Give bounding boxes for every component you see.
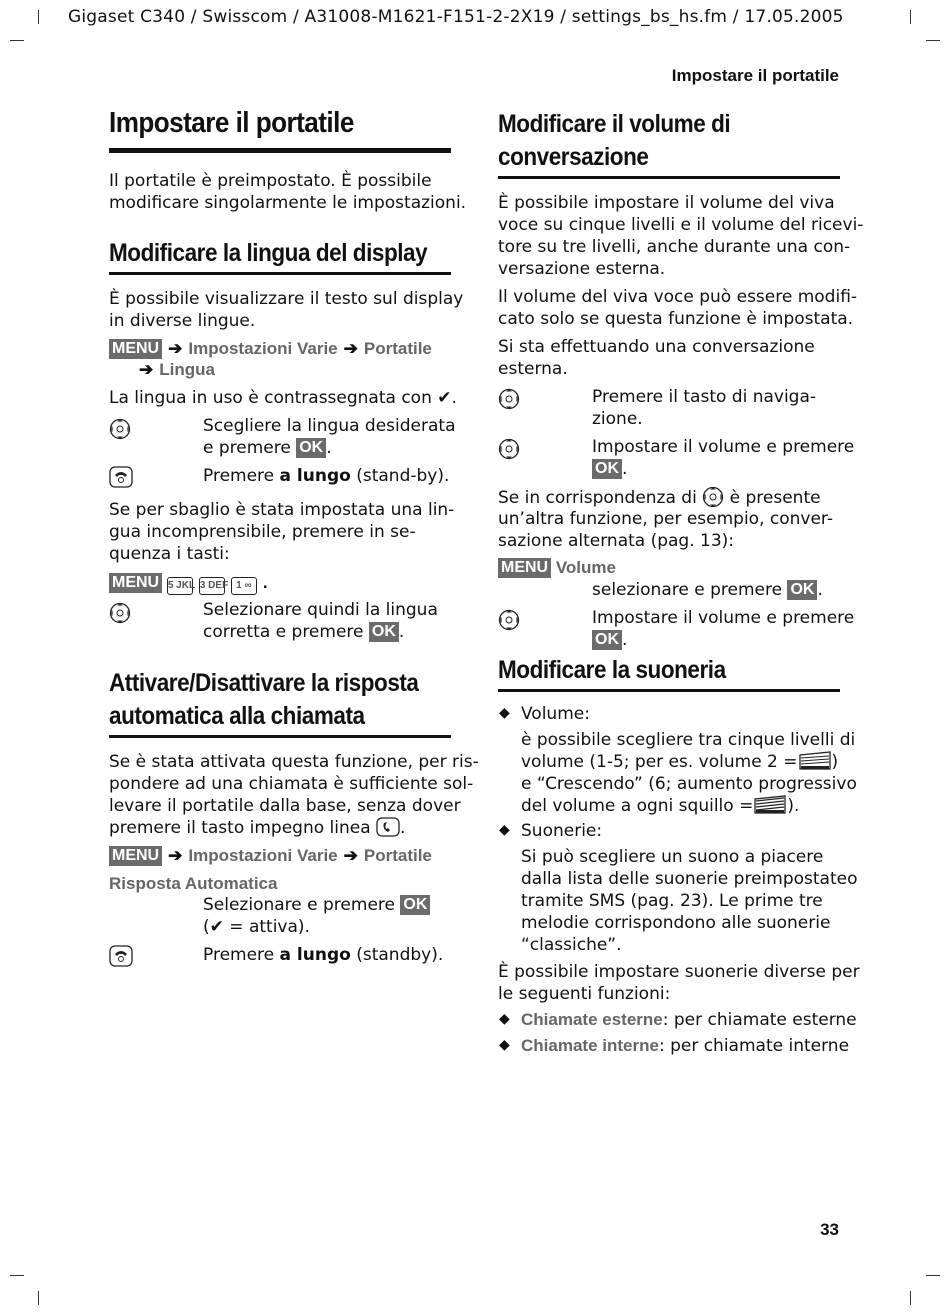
step-text: (stand-by). — [350, 466, 450, 486]
volume-text: Si sta effettuando una conversazione — [498, 337, 815, 357]
document-info: Gigaset C340 / Swisscom / A31008-M1621-F151-2-2X19 / settings_bs_hs.fm / 17.05.2005 — [68, 7, 844, 27]
volume-text: sazione alternata (pag. 13): — [498, 531, 735, 551]
menu-path-cont — [139, 360, 215, 380]
key-1[interactable]: 1 ∞ — [231, 577, 257, 595]
bullet-ringtone-text: “classiche”. — [521, 935, 622, 955]
volume-text: Se in corrispondenza di — [498, 488, 697, 508]
ringtone-functions-text: le seguenti funzioni: — [498, 984, 671, 1004]
section-heading-volume: Modificare il volume di — [498, 110, 731, 138]
list-item-internal-calls — [521, 1035, 849, 1057]
crop-mark — [910, 1291, 911, 1305]
menu-item-volume[interactable]: Volume — [555, 558, 616, 577]
menu-key[interactable]: MENU — [498, 558, 551, 578]
ok-key[interactable]: OK — [592, 459, 622, 479]
navigation-key-icon — [498, 609, 520, 631]
mistake-text: Se per sbaglio è stata impostata una lin- — [109, 500, 455, 520]
step-long-press-standby — [203, 944, 443, 966]
bullet-ringtone-text: melodie corrispondono alle suonerie — [521, 913, 831, 933]
volume-text: tore su tre livelli, anche durante una con- — [498, 237, 851, 257]
bullet-ringtone-label: Suonerie: — [521, 821, 603, 841]
menu-path — [109, 846, 432, 866]
checkmark-icon: ✔ — [209, 917, 224, 937]
volume-text: esterna. — [498, 359, 568, 379]
volume-text-line — [498, 486, 821, 509]
arrow-right-icon: ➔ — [343, 846, 358, 865]
bullet-volume-text: ) — [831, 752, 839, 772]
list-item-text: : per chiamate interne — [658, 1036, 850, 1056]
section-rule — [109, 272, 451, 275]
volume-text: versazione esterna. — [498, 259, 666, 279]
crop-mark — [910, 10, 911, 24]
bullet-diamond-icon: ◆ — [499, 1037, 510, 1053]
bullet-ringtone-text: tramite SMS (pag. 23). Le prime tre — [521, 891, 823, 911]
end-call-key-icon — [109, 945, 133, 967]
volume-level-icon — [798, 751, 832, 771]
step-select-ok — [203, 894, 430, 916]
navigation-key-icon — [702, 486, 724, 508]
step-text: (standby). — [350, 945, 444, 965]
menu-item-portatile[interactable]: Portatile — [363, 339, 432, 358]
section-heading-language: Modificare la lingua del display — [109, 239, 428, 267]
ringtone-functions-text: È possibile impostare suonerie diverse per — [498, 962, 860, 982]
step-choose-language: Scegliere la lingua desiderata — [203, 416, 456, 436]
key-sequence: MENU 5 JKL 3 DEF 1 ∞ . — [109, 573, 268, 595]
bullet-volume-text: volume (1-5; per es. volume 2 = — [521, 752, 798, 772]
menu-item-external-calls[interactable]: Chiamate esterne — [521, 1010, 663, 1029]
end-call-key-icon — [109, 466, 133, 488]
bullet-volume-text: è possibile scegliere tra cinque livelli di — [521, 730, 856, 750]
bullet-volume-text: e “Crescendo” (6; aumento progressivo — [521, 774, 857, 794]
current-language-note: La lingua in uso è contrassegnata con ✔. — [109, 388, 457, 408]
bullet-volume-text-line — [521, 795, 799, 817]
mistake-text: quenza i tasti: — [109, 544, 230, 564]
bullet-volume-text: ). — [787, 796, 800, 816]
bullet-ringtone-text: Si può scegliere un suono a piacere — [521, 847, 824, 867]
crescendo-volume-icon — [753, 795, 787, 815]
step-text: Selezionare e premere — [203, 895, 395, 915]
section-rule — [109, 735, 451, 738]
section-heading-auto-answer-2: automatica alla chiamata — [109, 702, 365, 730]
volume-text: È possibile impostare il volume del viva — [498, 193, 835, 213]
section-heading-auto-answer: Attivare/Disattivare la risposta — [109, 669, 419, 697]
arrow-right-icon: ➔ — [168, 846, 183, 865]
step-select-language-ok: corretta e premere OK . — [203, 622, 405, 642]
step-select-language: Selezionare quindi la lingua — [203, 600, 438, 620]
menu-item-label: Risposta Automatica — [109, 874, 278, 893]
key-5[interactable]: 5 JKL — [167, 577, 193, 595]
step-text: selezionare e premere — [592, 580, 783, 600]
volume-text: cato solo se questa funzione è impostata. — [498, 309, 854, 329]
mistake-text: gua incomprensibile, premere in se- — [109, 522, 416, 542]
step-text: Premere — [203, 945, 280, 965]
list-item-text: : per chiamate esterne — [662, 1010, 857, 1030]
ok-key[interactable]: OK — [296, 438, 326, 458]
page-number: 33 — [820, 1220, 839, 1239]
step-set-volume-ok: OK . — [592, 629, 627, 651]
volume-text: un’altra funzione, per esempio, conver- — [498, 509, 833, 529]
menu-item-internal-calls[interactable]: Chiamate interne — [521, 1036, 659, 1055]
auto-text: Se è stata attivata questa funzione, per ris- — [109, 752, 479, 772]
call-key-icon — [376, 817, 400, 837]
step-active-note: (✔ = attiva). — [203, 917, 310, 937]
navigation-key-icon — [498, 438, 520, 460]
ok-key[interactable]: OK — [369, 622, 399, 642]
ok-key[interactable]: OK — [400, 895, 430, 915]
arrow-right-icon: ➔ — [343, 339, 358, 358]
menu-item-lingua[interactable]: Lingua — [159, 360, 215, 379]
arrow-right-icon: ➔ — [139, 360, 154, 379]
intro-line: modificare singolarmente le impostazioni. — [109, 193, 467, 213]
auto-text: premere il tasto impegno linea — [109, 818, 371, 838]
crop-mark — [926, 1275, 940, 1276]
section-heading-ringtone: Modificare la suoneria — [498, 656, 726, 684]
step-text: e premere — [203, 438, 291, 458]
bullet-volume-label: Volume: — [521, 704, 590, 724]
volume-text: voce su cinque livelli e il volume del ricevi- — [498, 215, 864, 235]
menu-item-risposta-automatica[interactable] — [109, 874, 277, 894]
navigation-key-icon — [109, 602, 131, 624]
crop-mark — [10, 40, 24, 41]
menu-key[interactable]: MENU — [109, 846, 162, 866]
menu-item-impostazioni-varie[interactable]: Impostazioni Varie — [188, 846, 338, 865]
menu-key[interactable]: MENU — [109, 573, 162, 593]
menu-path — [109, 339, 432, 359]
step-set-volume: Impostare il volume e premere — [592, 437, 855, 457]
bullet-diamond-icon: ◆ — [499, 1011, 510, 1027]
title-rule — [109, 148, 451, 153]
step-text: corretta e premere — [203, 622, 364, 642]
key-3[interactable]: 3 DEF — [199, 577, 225, 595]
auto-text: pondere ad una chiamata è sufficiente sol- — [109, 774, 474, 794]
menu-item-impostazioni-varie[interactable]: Impostazioni Varie — [188, 339, 338, 358]
language-text: È possibile visualizzare il testo sul display — [109, 289, 464, 309]
step-select-volume: selezionare e premere OK . — [592, 580, 823, 600]
menu-volume — [498, 558, 616, 578]
step-bold-text: a lungo — [279, 466, 351, 486]
crop-mark — [10, 1275, 24, 1276]
ok-key[interactable]: OK — [592, 630, 622, 650]
step-press-nav: Premere il tasto di naviga- — [592, 387, 817, 407]
step-set-volume: Impostare il volume e premere — [592, 608, 855, 628]
auto-text: levare il portatile dalla base, senza dover — [109, 796, 461, 816]
volume-text: Il volume del viva voce può essere modifi- — [498, 287, 858, 307]
navigation-key-icon — [109, 418, 131, 440]
step-bold-text: a lungo — [279, 945, 351, 965]
step-text: Premere — [203, 466, 280, 486]
navigation-key-icon — [498, 388, 520, 410]
crop-mark — [38, 1291, 39, 1305]
arrow-right-icon: ➔ — [168, 339, 183, 358]
step-set-volume-ok: OK . — [592, 458, 627, 480]
step-text: = attiva). — [229, 917, 310, 937]
section-heading-volume-2: conversazione — [498, 143, 649, 171]
language-text: in diverse lingue. — [109, 311, 256, 331]
bullet-ringtone-text: dalla lista delle suonerie preimpostateo — [521, 869, 858, 889]
step-long-press — [203, 465, 449, 487]
page-title: Impostare il portatile — [109, 107, 354, 139]
section-rule — [498, 176, 840, 179]
bullet-diamond-icon: ◆ — [499, 822, 510, 838]
running-title: Impostare il portatile — [671, 66, 839, 85]
bullet-volume-text-line — [521, 751, 838, 773]
section-rule — [498, 689, 840, 692]
current-language-text: La lingua in uso è contrassegnata con — [109, 388, 432, 408]
menu-key[interactable]: MENU — [109, 339, 162, 359]
auto-text-line: premere il tasto impegno linea . — [109, 818, 406, 838]
intro-line: Il portatile è preimpostato. È possibile — [109, 171, 432, 191]
bullet-volume-text: del volume a ogni squillo = — [521, 796, 754, 816]
ok-key[interactable]: OK — [787, 580, 817, 600]
step-choose-language-ok: e premere OK . — [203, 438, 332, 458]
step-press-nav: zione. — [592, 409, 643, 429]
bullet-diamond-icon: ◆ — [499, 705, 510, 721]
checkmark-icon: ✔ — [437, 388, 452, 408]
menu-item-portatile[interactable]: Portatile — [363, 846, 432, 865]
crop-mark — [926, 40, 940, 41]
crop-mark — [38, 10, 39, 24]
volume-text: è presente — [729, 488, 821, 508]
list-item-external-calls — [521, 1009, 857, 1031]
